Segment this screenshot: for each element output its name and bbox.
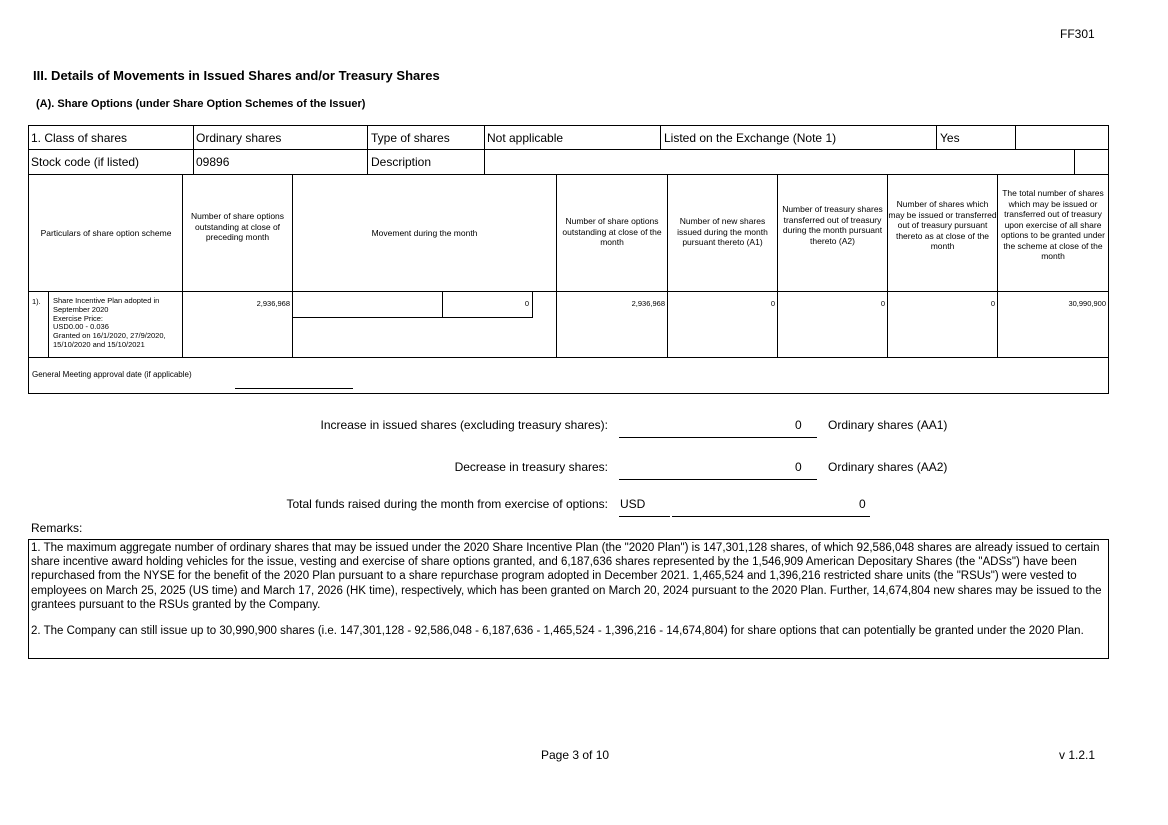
- stock-value: 09896: [196, 155, 230, 169]
- remarks-box: [28, 539, 1109, 659]
- listed-value: Yes: [940, 131, 960, 145]
- header-particulars: Particulars of share option scheme: [40, 228, 172, 238]
- remark-2: 2. The Company can still issue up to 30,990,900 shares (i.e. 147,301,128 - 92,586,048 - 6,187,636 - 1,465,524 - 1,396,216 - 14,674,804) for share options that can potentially be granted under the 2020 Plan.: [31, 625, 1084, 638]
- cell-total-number: 30,990,900: [1068, 299, 1106, 308]
- cell-outstanding-close: 2,936,968: [631, 299, 665, 308]
- desc-label: Description: [371, 155, 432, 169]
- header-outstanding-prev: Number of share options outstanding at close of preceding month: [190, 211, 285, 242]
- blank-cell: [1015, 125, 1109, 150]
- remarks-label: Remarks:: [31, 521, 83, 535]
- type-label: Type of shares: [371, 131, 450, 145]
- header-movement: Movement during the month: [371, 228, 478, 238]
- row-description: Share Incentive Plan adopted in September 2020 Exercise Price: USD0.00 - 0.036 Granted on 16/1/2020, 27/9/2020, 15/10/2020 and 15/10/2021: [53, 296, 166, 349]
- header-outstanding-close: Number of share options outstanding at close of the month: [562, 216, 662, 247]
- form-code: FF301: [1060, 27, 1095, 41]
- stock-label: Stock code (if listed): [31, 155, 140, 169]
- decrease-label: Decrease in treasury shares:: [454, 460, 608, 474]
- header-new-shares: Number of new shares issued during the month pursuant thereto (A1): [677, 216, 768, 247]
- decrease-unit: Ordinary shares (AA2): [828, 460, 948, 474]
- cell-outstanding-prev: 2,936,968: [256, 299, 290, 308]
- subsection-title: (A). Share Options (under Share Option Schemes of the Issuer): [36, 98, 366, 110]
- gm-label: General Meeting approval date (if applicable): [32, 370, 192, 379]
- header-may-be-issued: Number of shares which may be issued or transferred out of treasury pursuant thereto as at close of the month: [888, 199, 997, 251]
- increase-unit: Ordinary shares (AA1): [828, 418, 948, 432]
- funds-currency: USD: [620, 497, 646, 511]
- page-number: Page 3 of 10: [541, 748, 610, 762]
- remark-1: 1. The maximum aggregate number of ordinary shares that may be issued under the 2020 Share Incentive Plan (the "2020 Plan") is 147,301,128 shares, of which 92,586,048 shares are already issued to certain share incentive award holding vehicles for the issue, vesting and exercise of share options granted, and 6,187,636 shares represented by the 1,546,909 American Depositary Shares (the "ADSs") have been repurchased from the NYSE for the benefit of the 2020 Plan pursuant to a share repurchase program adopted in December 2021. 1,465,524 and 1,396,216 restricted share units (the "RSUs") were vested to employees on March 25, 2025 (US time) and March 17, 2026 (HK time), respectively, which has been granted on March 20, 2024 pursuant to the 2020 Plan. Further, 14,674,804 new shares may be issued to the grantees pursuant to the RSUs granted by the Company.: [31, 542, 1102, 611]
- section-title: III. Details of Movements in Issued Shares and/or Treasury Shares: [33, 68, 440, 83]
- cell-new-shares: 0: [770, 299, 775, 308]
- desc-end-cell: [1074, 149, 1109, 175]
- listed-label: Listed on the Exchange (Note 1): [664, 131, 837, 145]
- increase-label: Increase in issued shares (excluding treasury shares):: [320, 418, 608, 432]
- funds-value: 0: [859, 497, 866, 511]
- type-value: Not applicable: [487, 131, 564, 145]
- cell-may-be-issued: 0: [990, 299, 995, 308]
- decrease-value: 0: [795, 460, 802, 474]
- class-label: 1. Class of shares: [31, 131, 128, 145]
- gm-date-line: [235, 388, 353, 389]
- desc-value-cell: [484, 149, 1075, 175]
- row-index: 1).: [32, 297, 41, 306]
- funds-label: Total funds raised during the month from exercise of options:: [286, 497, 608, 511]
- cell-treasury-transferred: 0: [880, 299, 885, 308]
- increase-value: 0: [795, 418, 802, 432]
- header-total-number: The total number of shares which may be issued or transferred out of treasury upon exercise of all share options to be granted under the scheme at close of the month: [1001, 188, 1105, 261]
- cell-movement: 0: [524, 299, 529, 308]
- header-treasury-transferred: Number of treasury shares transferred out of treasury during the month pursuant thereto (A2): [782, 204, 883, 246]
- class-value: Ordinary shares: [196, 131, 282, 145]
- version: v 1.2.1: [1059, 748, 1096, 762]
